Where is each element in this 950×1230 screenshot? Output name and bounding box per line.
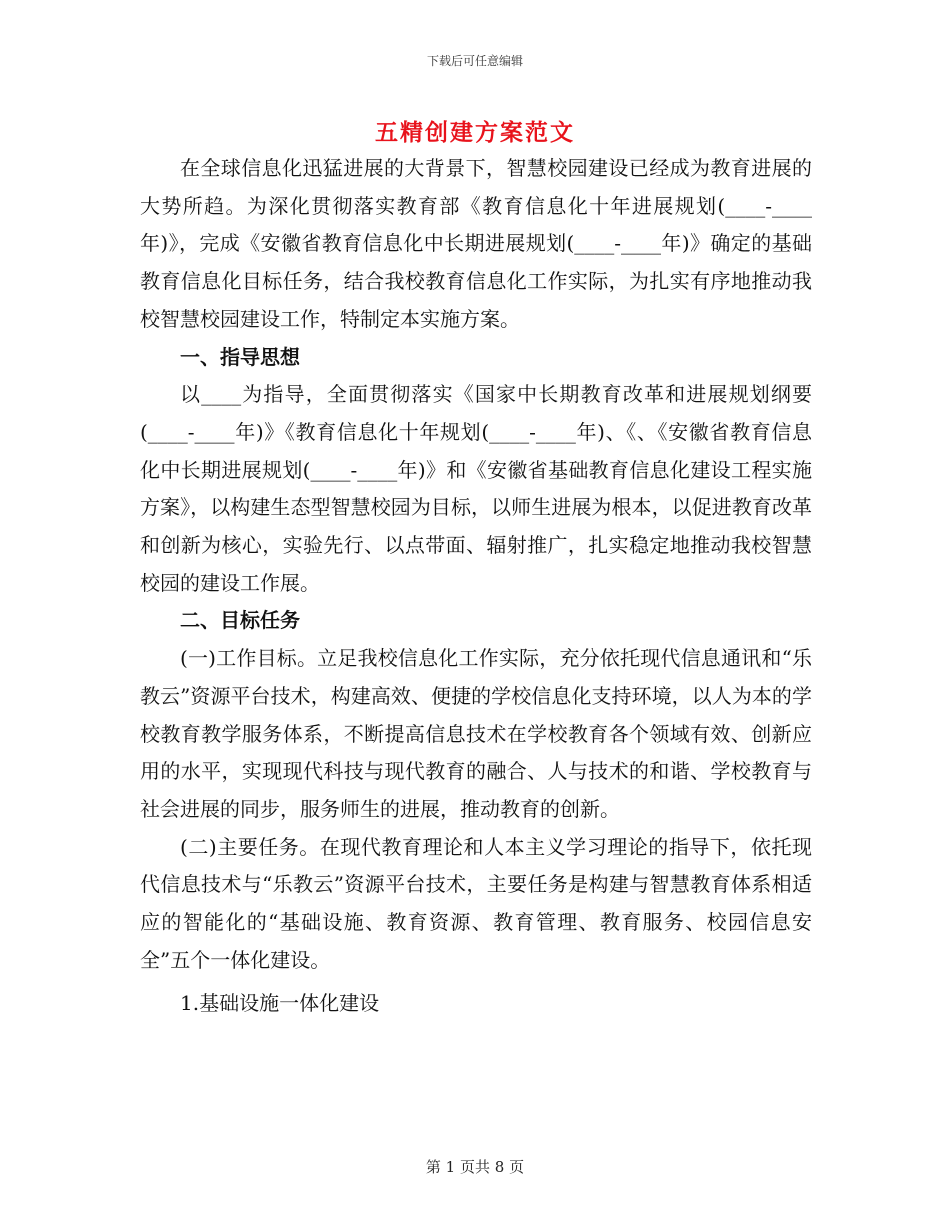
header-note: 下载后可任意编辑 (426, 54, 523, 68)
document-body (140, 150, 812, 1023)
work-goal-paragraph: (一)工作目标。立足我校信息化工作实际，充分依托现代信息通讯和“乐教云”资源平台技术，构建高效、便捷的学校信息化支持环境，以人为本的学校教育教学服务体系，不断提高信息技术在学校教育各个领域有效、创新应用的水平，实现现代科技与现代教育的融合、人与技术的和谐、学校教育与社会进展的同步，服务师生的进展，推动教育的创新。 (140, 646, 812, 821)
document-title: 五精创建方案范文 (375, 120, 575, 146)
section-heading-goals-tasks: 二、目标任务 (180, 608, 300, 633)
subsection-heading-infrastructure: 1.基础设施一体化建设 (180, 991, 380, 1016)
main-tasks-paragraph: (二)主要任务。在现代教育理论和人本主义学习理论的指导下，依托现代信息技术与“乐教云”资源平台技术，主要任务是构建与智慧教育体系相适应的智能化的“基础设施、教育资源、教育管理、教育服务、校园信息安全”五个一体化建设。 (140, 834, 812, 972)
guiding-ideology-paragraph: 以____为指导，全面贯彻落实《国家中长期教育改革和进展规划纲要(____-____年)》《教育信息化十年规划(____-____年)、《、《安徽省教育信息化中长期进展规划(____-____年)》和《安徽省基础教育信息化建设工程实施方案》，以构建生态型智慧校园为目标，以师生进展为根本，以促进教育改革和创新为核心，实验先行、以点带面、辐射推广，扎实稳定地推动我校智慧校园的建设工作展。 (140, 382, 812, 595)
section-heading-guiding-ideology: 一、指导思想 (180, 344, 300, 369)
page-number: 第 1 页共 8 页 (425, 1158, 525, 1176)
intro-paragraph: 在全球信息化迅猛进展的大背景下，智慧校园建设已经成为教育进展的大势所趋。为深化贯彻落实教育部《教育信息化十年进展规划(____-____年)》，完成《安徽省教育信息化中长期进展规划(____-____年)》确定的基础教育信息化目标任务，结合我校教育信息化工作实际，为扎实有序地推动我校智慧校园建设工作，特制定本实施方案。 (140, 156, 812, 331)
